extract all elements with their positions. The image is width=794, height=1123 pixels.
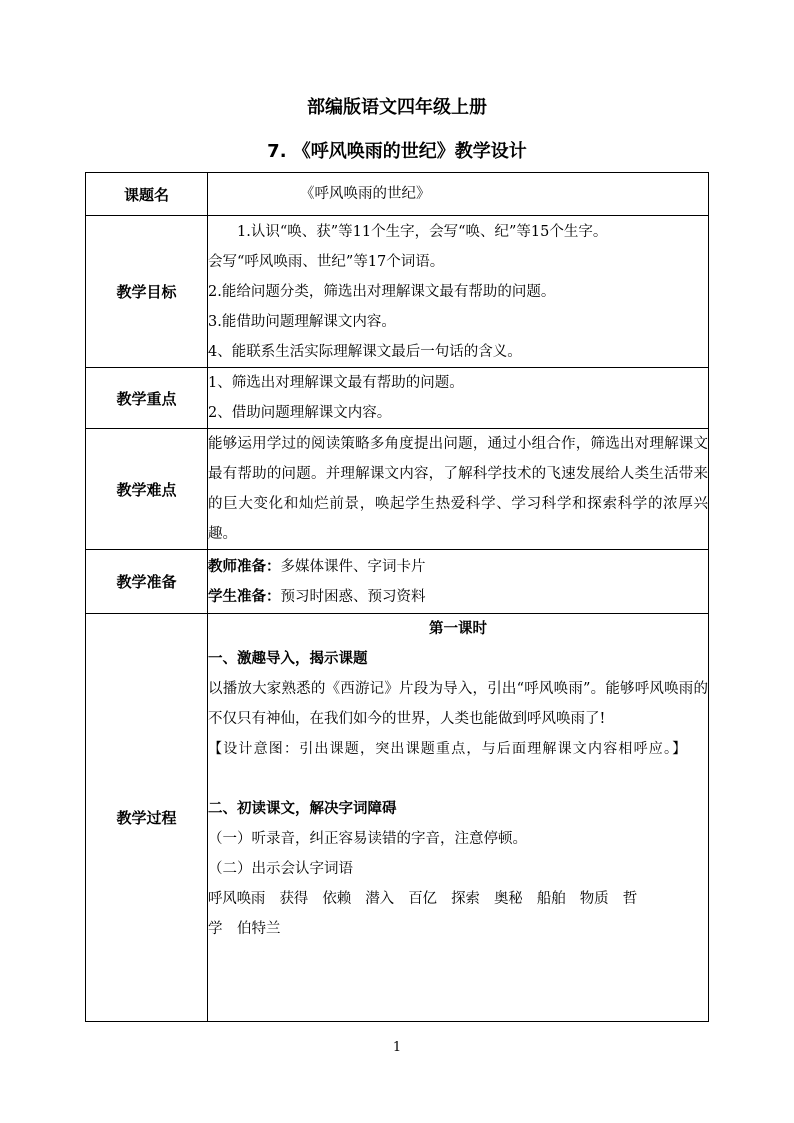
row-preparation [86,550,709,614]
words-line-2: 学 伯特兰 [208,921,281,937]
teacher-preparation [208,552,708,582]
lesson-heading: 第一课时 [429,621,487,637]
section1-heading: 一、激趣导入，揭示课题 [208,651,368,667]
row-objectives [86,216,709,368]
value-preparation [208,550,709,614]
spacer [208,764,708,794]
row-process [86,614,709,1022]
objective-line: 3.能借助问题理解课文内容。 [208,313,396,330]
words-line-1: 呼风唤雨 获得 依赖 潜入 百亿 探索 奥秘 船舶 物质 哲 [208,891,637,907]
step-2: （二）出示会认字词语 [208,861,353,877]
lesson-plan-table [85,172,709,1022]
student-prep-value: 预习时困惑、预习资料 [280,588,426,605]
label-preparation: 教学准备 [86,550,208,614]
label-process: 教学过程 [86,614,208,1022]
row-difficulties [86,429,709,550]
section1-note: 【设计意图：引出课题，突出课题重点，与后面理解课文内容相呼应。】 [208,741,688,757]
objective-line: 1.认识“唤、获”等11个生字，会写“唤、纪”等15个生字。 [237,223,608,240]
key-point-line: 2、借助问题理解课文内容。 [208,405,392,421]
value-difficulties [208,429,709,550]
label-difficulties: 教学难点 [86,429,208,550]
value-process [208,614,709,1022]
key-point-line: 1、筛选出对理解课文最有帮助的问题。 [208,375,464,391]
document-subtitle: 7. 《呼风唤雨的世纪》教学设计 [267,141,527,162]
objective-line: 会写“呼风唤雨、世纪”等17个词语。 [208,253,445,270]
section1-text: 以播放大家熟悉的《西游记》片段为导入，引出“呼风唤雨”。能够呼风唤雨的不仅只有神仙，在我们如今的世界，人类也能做到呼风唤雨了! [208,681,708,727]
label-key-points: 教学重点 [86,368,208,429]
page-number: 1 [392,1040,402,1055]
value-objectives [208,216,709,368]
step-1: （一）听录音，纠正容易读错的字音，注意停顿。 [208,831,527,847]
row-topic [86,173,709,216]
row-key-points [86,368,709,429]
topic-value: 《呼风唤雨的世纪》 [300,186,431,202]
objective-line: 4、能联系生活实际理解课文最后一句话的含义。 [208,343,522,360]
document-title: 部编版语文四年级上册 [307,97,487,118]
objective-line: 2.能给问题分类，筛选出对理解课文最有帮助的问题。 [208,283,556,300]
teacher-prep-value: 多媒体课件、字词卡片 [280,558,426,575]
value-key-points [208,368,709,429]
difficulties-text: 能够运用学过的阅读策略多角度提出问题，通过小组合作，筛选出对理解课文最有帮助的问题。并理解课文内容，了解科学技术的飞速发展给人类生活带来的巨大变化和灿烂前景，唤起学生热爱科学、学习科学和探索科学的浓厚兴趣。 [208,436,708,542]
student-prep-label: 学生准备： [208,588,281,605]
value-topic [208,173,709,216]
label-objectives: 教学目标 [86,216,208,368]
teacher-prep-label: 教师准备： [208,558,281,575]
label-topic: 课题名 [86,173,208,216]
section2-heading: 二、初读课文，解决字词障碍 [208,801,397,817]
student-preparation [208,582,708,612]
